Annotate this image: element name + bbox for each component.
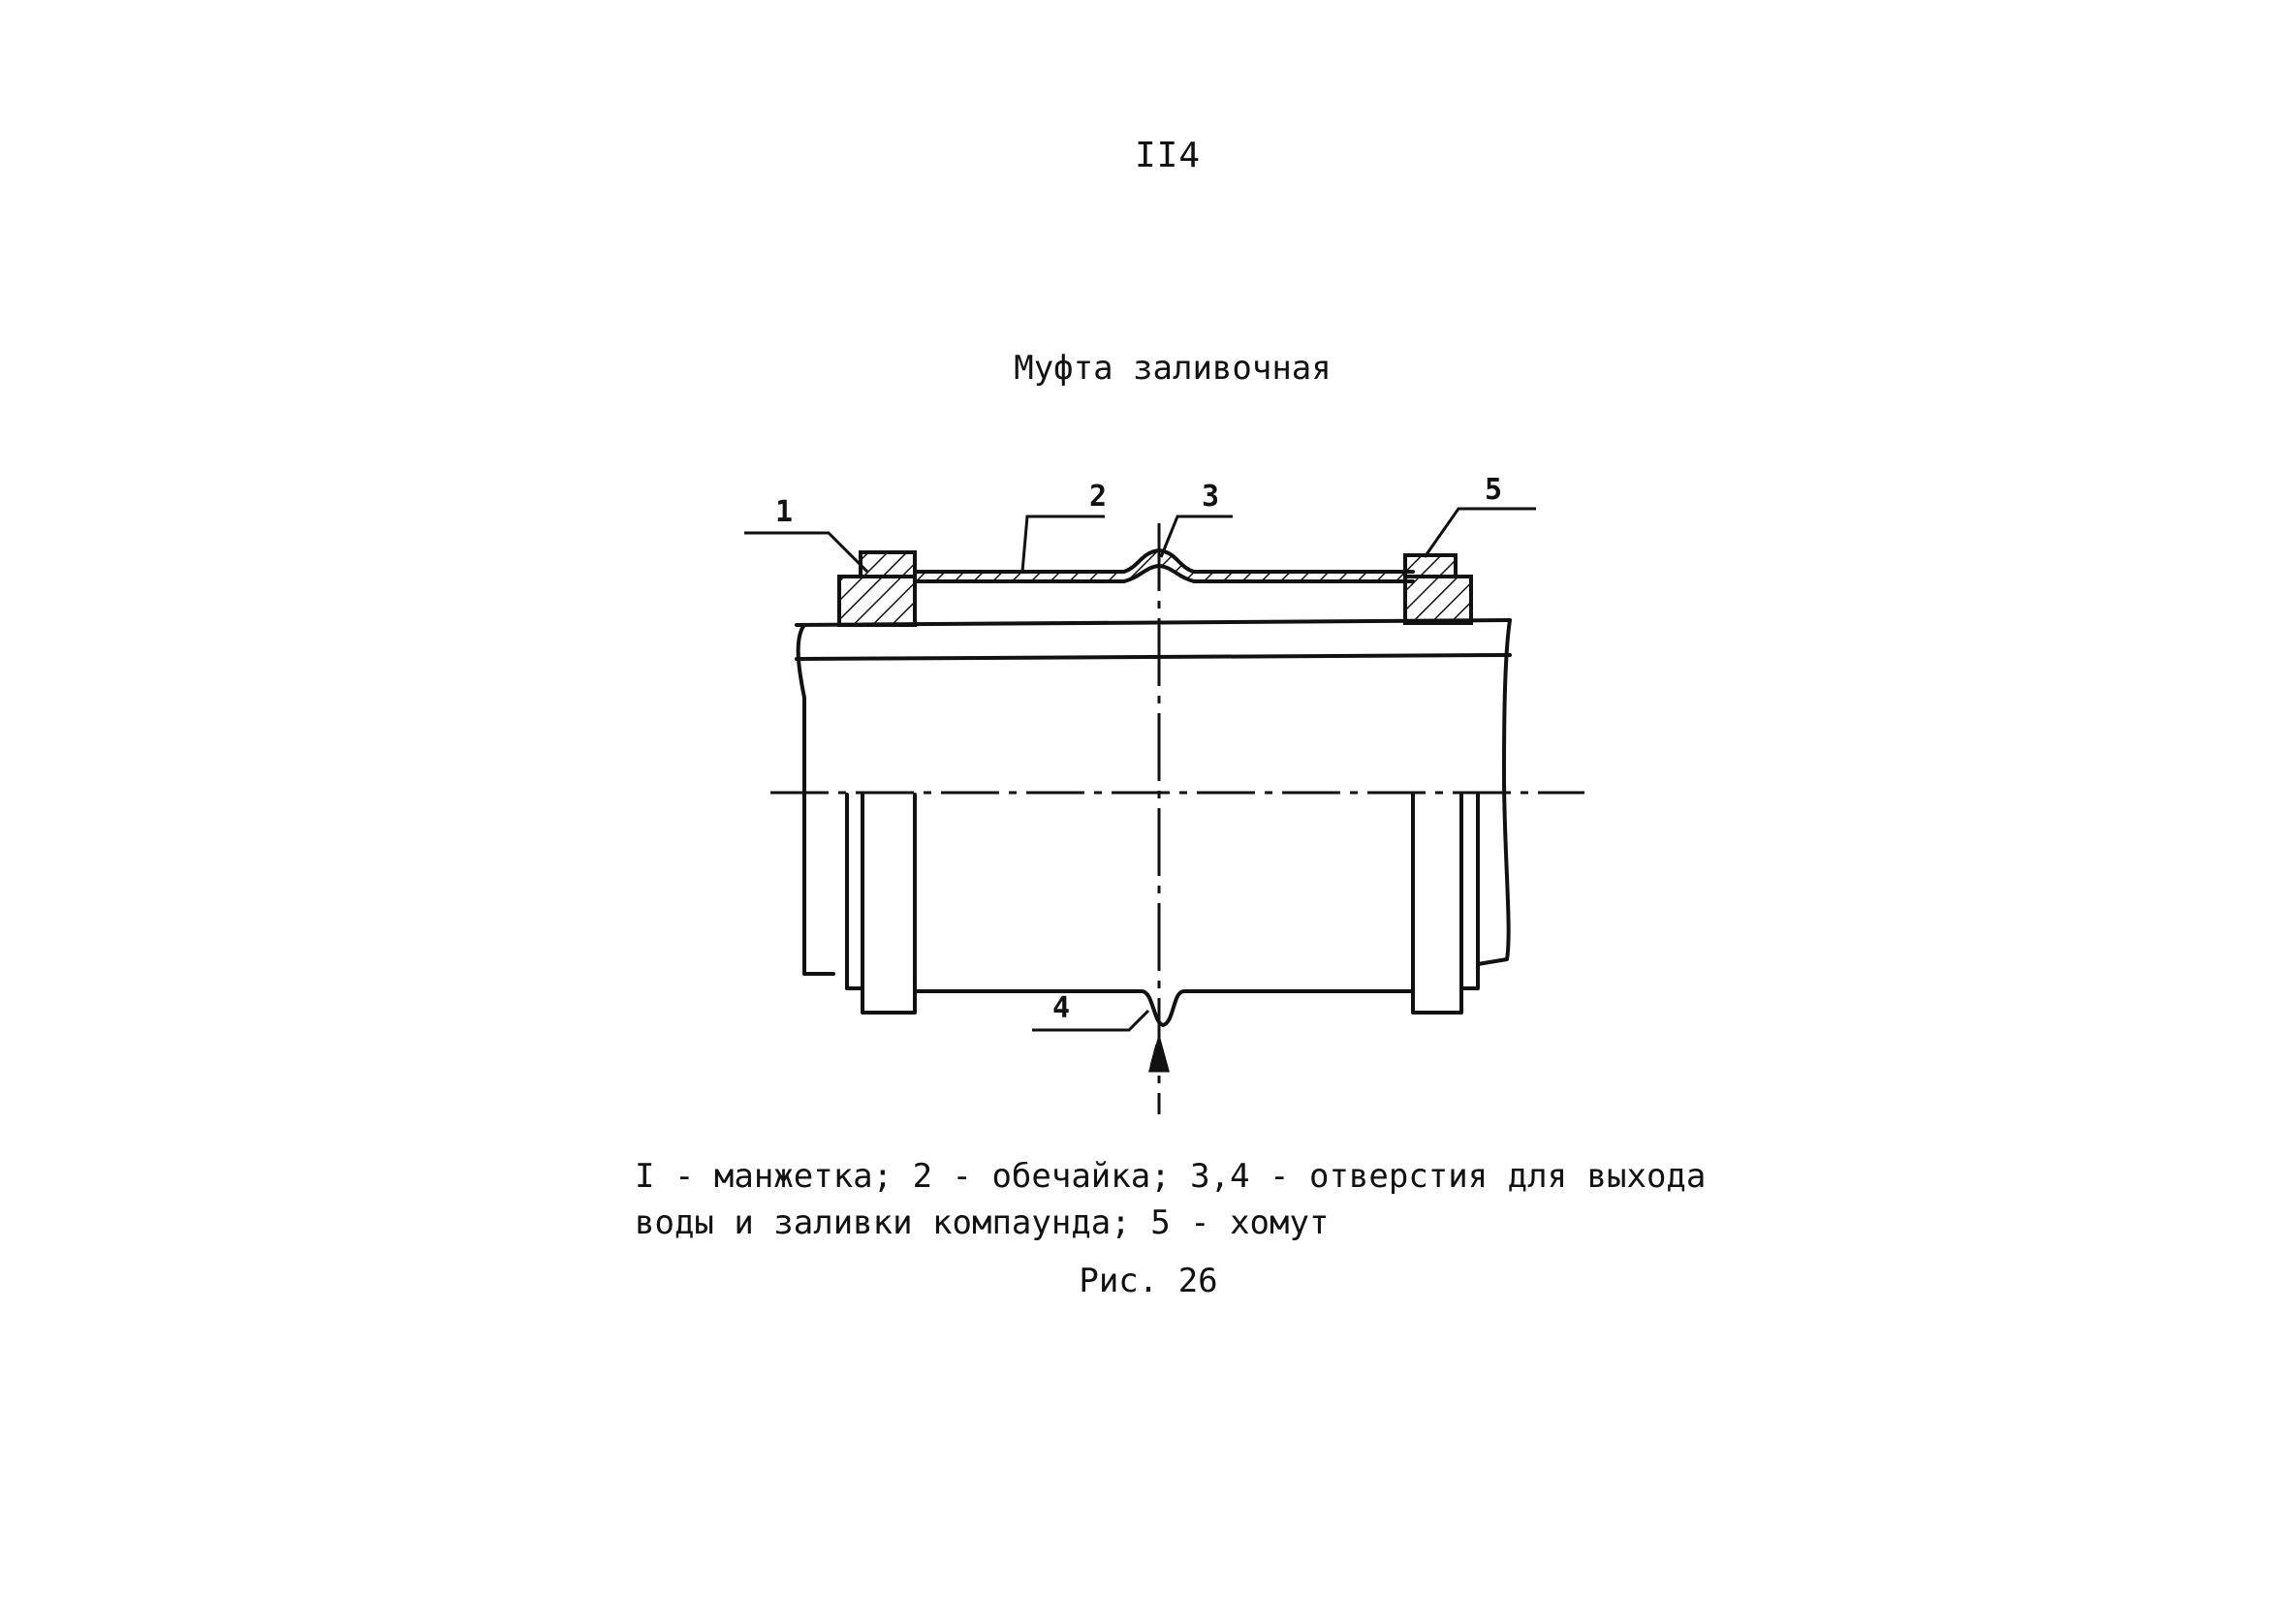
figure-legend	[635, 1153, 1798, 1246]
callout-4: 4	[1052, 991, 1071, 1025]
drawing-title: Муфта заливочная	[1014, 349, 1332, 388]
leader-2	[1022, 516, 1105, 572]
leader-4	[1032, 1011, 1148, 1030]
shell-hatch	[915, 550, 1413, 581]
leader-5	[1425, 509, 1536, 557]
leader-1	[744, 533, 867, 572]
callout-5: 5	[1485, 473, 1503, 507]
right-clamp-lower	[1413, 795, 1478, 1013]
shell-bottom	[915, 991, 1413, 1025]
figure-caption: Рис. 26	[1079, 1262, 1218, 1300]
legend-line-1: I - манжетка; 2 - обечайка; 3,4 - отверстия для выхода	[635, 1157, 1707, 1196]
left-cuff-section	[839, 552, 915, 625]
right-cuff-section	[1405, 555, 1471, 623]
pipe-band-edge	[797, 655, 1510, 659]
callout-2: 2	[1089, 480, 1108, 514]
callout-3: 3	[1202, 480, 1220, 514]
pipe-left-end	[799, 625, 833, 974]
callout-1: 1	[775, 495, 794, 529]
legend-line-2: воды и заливки компаунда; 5 - хомут	[635, 1203, 1330, 1242]
left-clamp-lower	[847, 795, 915, 1013]
section-mark-a: A	[1149, 1040, 1168, 1074]
leader-3	[1161, 516, 1233, 557]
page-number: II4	[1134, 136, 1202, 175]
